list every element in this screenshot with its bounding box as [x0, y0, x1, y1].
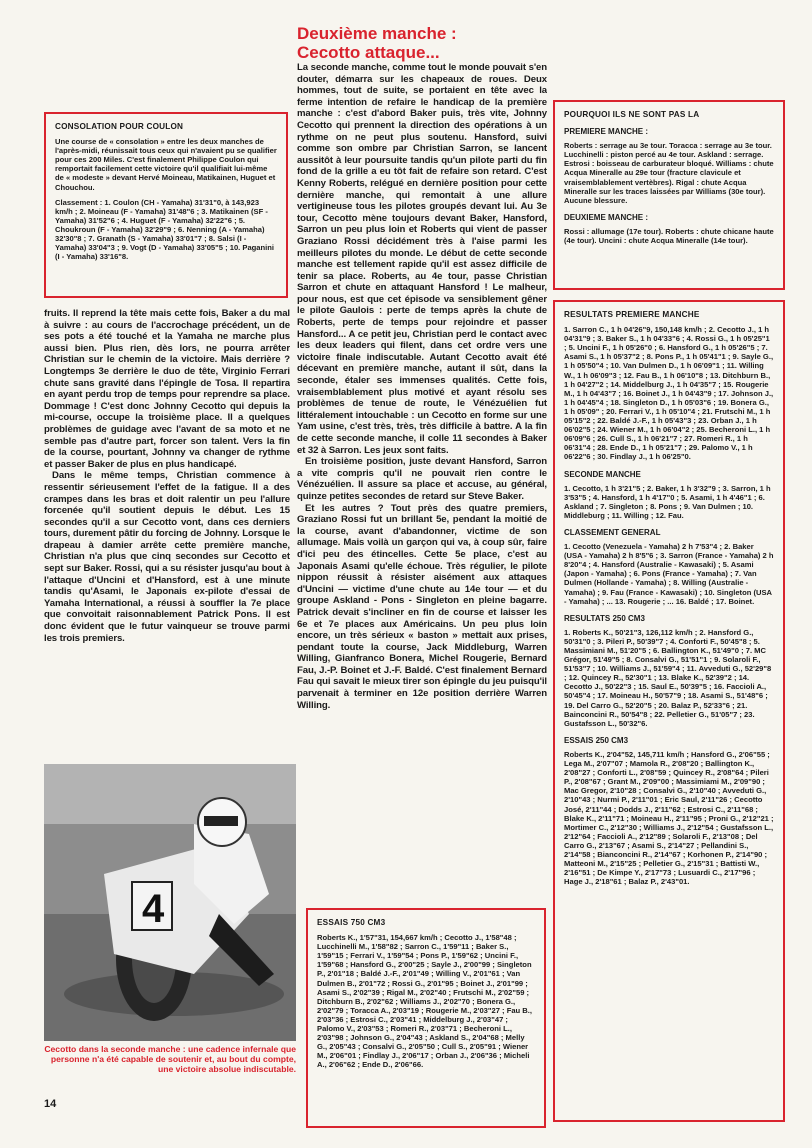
resultats-box	[553, 300, 785, 1122]
resultats-text-2: 1. Cecotto, 1 h 3'21"5 ; 2. Baker, 1 h 3'32"9 ; 3. Sarron, 1 h 3'53"5 ; 4. Hansford, 1 h 4'17"0 ; 5. Asami, 1 h 4'46"1 ; 6. Askland ; 7. Singleton ; 8. Pons ; 9. Van Dulmen ; 10. Middleburg ; 11. Willing ; 12. Fau.	[564, 483, 771, 520]
consolation-title: CONSOLATION POUR COULON	[55, 122, 184, 131]
pourquoi-sub1: PREMIERE MANCHE :	[564, 127, 649, 137]
essais-750-box	[306, 908, 546, 1128]
resultats-title-1: RESULTATS PREMIERE MANCHE	[564, 310, 700, 319]
center-paragraph-1: La seconde manche, comme tout le monde pouvait s'en douter, démarra sur les chapeaux de roues. Deux hommes, tout de suite, se portaient en tête avec la ferme intention de refaire le handicap de la première manche : c'est d'abord Baker puis, très vite, Johnny Cecotto qui prennent la direction des opérations à un rythme on ne peut plus soutenu. Hansford, suivi comme son ombre par Christian Sarron, se lancent aussitôt à leur poursuite tandis qu'un pilote parti du fin fond de la grille a eu tôt fait de refaire son retard. C'est Kenny Roberts, relégué en dernière position pour cette dernière manche, qui remontait à une allure vertigineuse tous les pilotes groupés devant lui. Au 3e tour, Cecotto mène toujours devant Baker, Hansford, Sarron un peu plus loin et Roberts qui vient de passer Graziano Rossi décidément très à l'aise parmi les meilleurs pilotes du monde. Le début de cette seconde manche est tellement rapide qu'il est assez difficile de tenir sa place. Roberts, au 4e tour, passe Christian Sarron et chute en attaquant Hansford ! Le malheur, pour nous, est que cet épisode va sensiblement gêner le pilote Gaulois : perte de temps après la chute de Roberts, perte de temps pour rejoindre et passer Hansford... A ce petit jeu, Christian perd le contact avec les deux leaders qui filent, dans cet ordre vers une victoire finale indiscutable. Autant Cecotto avait été décevant en première manche, autant il sût, dans la seconde, étaler ses immenses qualités. Cette fois, vraisemblablement plus motivé et ayant résolu ses problèmes de tenue de route, le Vénézuélien fut littéralement intouchable : un Cecotto en forme sur une Yam usine, c'est très, très, très difficile à battre. A la fin de cette seconde manche, il colle 11 secondes à Baker et 32 à Sarron. Les jeux sont faits.	[297, 62, 547, 456]
essais-750-text: Roberts K., 1'57"31, 154,667 km/h ; Cecotto J., 1'58"48 ; Lucchinelli M., 1'58"82 ; Sarron C., 1'59"11 ; Baker S., 1'59"15 ; Ferrari V., 1'59"54 ; Pons P., 1'59"62 ; Uncini F., 1'59"68 ; Hansford G., 2'00"25 ; Sayle J., 2'00"99 ; Singleton P., 2'01"18 ; Baldé J.-F., 2'01"49 ; Willing V., 2'01"61 ; Van Dulmen B., 2'01"72 ; Rossi G., 2'01"95 ; Boinet J., 2'01"99 ; Asami S., 2'02"39 ; Rigal M., 2'02"40 ; Frutschi M., 2'02"59 ; Ditchburn B., 2'02"62 ; Williams J., 2'02"70 ; Bonera G., 2'02"79 ; Toracca A., 2'03"19 ; Rougerie M., 2'03"27 ; Fau B., 2'03"36 ; Estrosi C., 2'03"41 ; Middelburg J., 2'03"47 ; Palomo V., 2'03"53 ; Romeri R., 2'03"71 ; Becheroni L., 2'03"98 ; Johnson G., 2'04"43 ; Askland S., 2'04"68 ; Melly G., 2'05"43 ; Consalvi G., 2'05"50 ; Cull S., 2'05"91 ; Wiener M., 2'06"01 ; Findlay J., 2'06"17 ; Orban J., 2'06"36 ; Micheli A., 2'06"62 ; Ende D., 2'06"66.	[317, 933, 533, 1070]
left-paragraph-2: Dans le même temps, Christian commence à ressentir sérieusement l'effet de la fatigue. Il a des crampes dans les bras et doit ralentir un peu l'allure forcenée qu'il soutient depuis le début. Les 15 secondes qu'il a sur Cecotto vont, dans ces derniers tours, durement pâtir du forcing de Johnny. Lorsque le drapeau à damier arrête cette première manche, Christian n'a plus que cinq secondes sur Cecotto et sept sur Baker. Rossi, qui a su résister jusqu'au bout à l'attaque d'Uncini et d'Hansford, est à une minute tandis qu'Asami, le Japonais ex-pilote d'essai de Yamaha International, a réussi à souffler la 7e place que convoitait raisonnablement Patrick Pons. Il est donc évident que le futur vainqueur se trouve parmi les trois premiers.	[44, 470, 290, 644]
pourquoi-sub2: DEUXIEME MANCHE :	[564, 212, 649, 222]
title-line2: Cecotto attaque...	[297, 43, 440, 62]
photo-caption: Cecotto dans la seconde manche : une cadence infernale que personne n'a été capable de soutenir et, au bout du compte, une victoire absolue indiscutable.	[44, 1044, 296, 1074]
center-paragraph-2: En troisième position, juste devant Hansford, Sarron a vite compris qu'il ne pouvait rien contre le Vénézuélien. Il assure sa place et accuse, au général, quinze petites secondes de retard sur Steve Baker.	[297, 456, 547, 502]
center-column	[297, 62, 547, 902]
resultats-text-5: Roberts K., 2'04"52, 145,711 km/h ; Hansford G., 2'06"55 ; Lega M., 2'07"07 ; Mamola R., 2'08"20 ; Ballington K., 2'08"27 ; Conforti L., 2'08"59 ; Quincey R., 2'08"64 ; Pileri P., 2'08"67 ; Grant M., 2'09"00 ; Massimiami M., 2'09"90 ; Mac Gregor, 2'10"28 ; Consalvi G., 2'10"40 ; Avveduti G., 2'10"43 ; Nurmi P., 2'11"01 ; Eric Saul, 2'11"26 ; Cecotto José, 2'11"44 ; Dodds J., 2'11"62 ; Estrosi C., 2'11"68 ; Blake K., 2'11"71 ; Moineau H., 2'11"95 ; Proni G., 2'12"21 ; Mortimer C., 2'12"30 ; Williams J., 2'12"54 ; Gustafsson L., 2'12"64 ; Faccioli A., 2'12"89 ; Solaroli F., 2'13"08 ; Del Carro G., 2'13"67 ; Asami S., 2'14"27 ; Pellandini S., 2'14"58 ; Bianconcini R., 2'14"67 ; Korhonen P., 2'14"90 ; Matteoni M., 2'15"25 ; Pelletier G., 2'15"31 ; Battisti W., 2'16"51 ; De Kimpe Y., 2'17"73 ; Lusuardi C., 2'17"96 ; Hage J., 2'18"61 ; Balaz P., 2'43"01.	[564, 749, 774, 887]
resultats-text-4: 1. Roberts K., 50'21"3, 126,112 km/h ; 2. Hansford G., 50'31"0 ; 3. Pileri P., 50'39"7 ; 4. Conforti F., 50'45"8 ; 5. Massimiani M., 51'20"5 ; 6. Ballington K., 51'49"0 ; 7. MC Grégor, 51'49"5 ; 8. Consalvi G., 51'51"1 ; 9. Solaroli F., 51'53"7 ; 10. Williams J., 51'59"4 ; 11. Avveduti G., 52'29"8 ; 12. Quincey R., 52'30"1 ; 13. Blake K., 52'39"2 ; 14. Cecotto J., 50'22"3 ; 15. Saul E., 50'39"5 ; 16. Faccioli A., 50'45"4 ; 17. Moineau H., 50'57"9 ; 18. Asami S., 51'48"6 ; 19. Del Carro G., 52'20"5 ; 20. Balaz P., 52'33"6 ; 21. Bainconcini R., 50'54"8 ; 22. Pelletier G., 51'05"7 ; 23. Gustafsson L., 50'32"6.	[564, 627, 772, 728]
resultats-title-5: ESSAIS 250 CM3	[564, 735, 629, 745]
essais-750-title: ESSAIS 750 CM3	[317, 918, 386, 927]
page-number: 14	[44, 1098, 57, 1110]
resultats-title-4: RESULTATS 250 CM3	[564, 613, 645, 623]
left-column	[44, 308, 290, 760]
resultats-title-3: CLASSEMENT GENERAL	[564, 527, 661, 537]
resultats-text-1: 1. Sarron C., 1 h 04'26"9, 150,148 km/h ; 2. Cecotto J., 1 h 04'31"9 ; 3. Baker S., 1 h 04'33"6 ; 4. Rossi G., 1 h 05'25"1 ; 5. Uncini F., 1 h 05'26"0 ; 6. Hansford G., 1 h 05'26"5 ; 7. Asami S., 1 h 05'37"2 ; 8. Pons P., 1 h 05'41"1 ; 9. Sayle G., 1 h 05'50"4 ; 10. Van Dulmen D., 1 h 06'09"1 ; 11. Willing W., 1 h 06'09"3 ; 12. Fau B., 1 h 06'10"8 ; 13. Ditchburn B., 1 h 04'27"2 ; 14. Middelburg J., 1 h 04'35"7 ; 15. Rougerie M., 1 h 04'43"7 ; 16. Boinet J., 1 h 04'43"9 ; 17. Johnson J., 1 h 04'45"4 ; 18. Singleton D., 1 h 05'03"6 ; 19. Bonera G., 1 h 05'09" ; 20. Ferrari V., 1 h 05'10"4 ; 21. Frutschi M., 1 h 05'15"2 ; 22. Baldé J.-F., 1 h 05'43"3 ; 23. Orban J., 1 h 06'02"5 ; 24. Wiener M., 1 h 06'04"2 ; 25. Becheroni L., 1 h 06'09"6 ; 26. Cull S., 1 h 06'21"7 ; 27. Romeri R., 1 h 06'31"4 ; 28. Ende D., 1 h 05'21"7 ; 29. Palomo V., 1 h 06'22"6 ; 30. Findlay J., 1 h 06'25"0.	[564, 325, 774, 462]
svg-text:4: 4	[142, 887, 165, 931]
motorcycle-rider-image	[44, 764, 296, 1041]
race-photo	[44, 764, 296, 1041]
pourquoi-text2: Rossi : allumage (17e tour). Roberts : chute chicane haute (4e tour). Uncini : chute Acqua Mineralle (14e tour).	[564, 226, 774, 246]
pourquoi-box	[553, 100, 785, 290]
article-title	[297, 24, 555, 62]
pourquoi-text1: Roberts : serrage au 3e tour. Toracca : serrage au 3e tour. Lucchinelli : piston percé au 4e tour. Askland : serrage. Estrosi : boisseau de carburateur bloqué. Williams : chute Acqua Mineralle au 29e tour (fracture clavicule et vraisemblablement vertèbres). Rigal : chute Acqua Mineralle sur les traces laissées par Williams (30e tour). Aucune blessure.	[564, 141, 774, 205]
center-paragraph-3: Et les autres ? Tout près des quatre premiers, Graziano Rossi fut un brillant 5e, pendant la moitié de la course, avant d'abandonner, victime de son allumage. Mais voilà un garçon qui va, à coup sûr, faire d'ici peu des étincelles. Cette 5e place, c'est au Japonais Asami qu'elle échoue. Très régulier, le pilote nippon réussit à résister aisément aux attaques d'Uncini — victime d'une chute au 14e tour — et du groupe Askland - Pons - Singleton en pleine bagarre. Patrick devait s'incliner en fin de course et laisser les 6e et 7e places aux Américains. Un peu plus loin encore, un très sérieux « baston » mettait aux prises, pendant toute la course, Jack Middleburg, Warren Willing, Gianfranco Bonera, Michel Rougerie, Bernard Fau, J.-P. Boinet et J.-F. Baldé. C'est finalement Bernard Fau qui savait le mieux tirer son épingle du jeu puisqu'il parvenait à terminer en 12e position derrière Warren Willing.	[297, 502, 547, 711]
title-line1: Deuxième manche :	[297, 24, 457, 43]
consolation-intro: Une course de « consolation » entre les deux manches de l'après-midi, réunissait tous ceux qui n'avaient pu se qualifier pour ces 200 Miles. C'est finalement Philippe Coulon qui remportait facilement cette victoire qu'il qualifiait lui-même de « modeste » devant Hervé Moineau, Matikainen, Huguet et Chouchou.	[55, 137, 277, 192]
consolation-box	[44, 112, 288, 298]
consolation-results: Classement : 1. Coulon (CH - Yamaha) 31'31"0, à 143,923 km/h ; 2. Moineau (F - Yamaha) 31'48"6 ; 3. Matikainen (SF - Yamaha) 31'52"6 ; 4. Huguet (F - Yamaha) 32'22"6 ; 5. Choukroun (F - Yamaha) 32'29"9 ; 6. Nenning (A - Yamaha) 32'30"8 ; 7. Granath (S - Yamaha) 33'01"7 ; 8. Salsi (I - Yamaha) 33'04"3 ; 9. Vogt (D - Yamaha) 33'05"5 ; 10. Paganini (I - Yamaha) 33'16"8.	[55, 197, 275, 262]
resultats-title-2: SECONDE MANCHE	[564, 469, 641, 479]
resultats-text-3: 1. Cecotto (Venezuela - Yamaha) 2 h 7'53"4 ; 2. Baker (USA - Yamaha) 2 h 8'5"6 ; 3. Sarron (France - Yamaha) 2 h 8'20"4 ; 4. Hansford (Australie - Kawasaki) ; 5. Asami (Japon - Yamaha) ; 6. Pons (France - Yamaha) ; 7. Van Dulmen (Hollande - Yamaha) ; 8. Willing (Australie - Yamaha) ; 9. Fau (France - Kawasaki) ; 10. Singleton (USA - Yamaha) ; ... 13. Rougerie ; ... 16. Baldé ; 17. Boinet.	[564, 542, 774, 606]
left-paragraph-1: fruits. Il reprend la tête mais cette fois, Baker a du mal à suivre : au cours de l'accrochage précédent, un de ses pots a été touché et la Yamaha ne marche plus aussi bien. Plus rien, dès lors, ne pourra arrêter Christian sur le chemin de la victoire. Mais derrière ? Longtemps 3e derrière le duo de tête, Virginio Ferrari chute sans gravité dans l'épingle de Tosa. Il repartira en ayant perdu trop de temps pour reprendre sa place. Dommage ! C'est donc Johnny Cecotto qui depuis la mi-course, occupe la troisième place. Il a quelques problèmes de guidage avec l'avant de sa moto et ne semble pas d'autre part, forcer son talent. Vers la fin de la course, pourtant, Johnny va changer de rythme et passer Baker de plus en plus handicapé.	[44, 308, 290, 470]
pourquoi-title: POURQUOI ILS NE SONT PAS LA	[564, 110, 700, 119]
